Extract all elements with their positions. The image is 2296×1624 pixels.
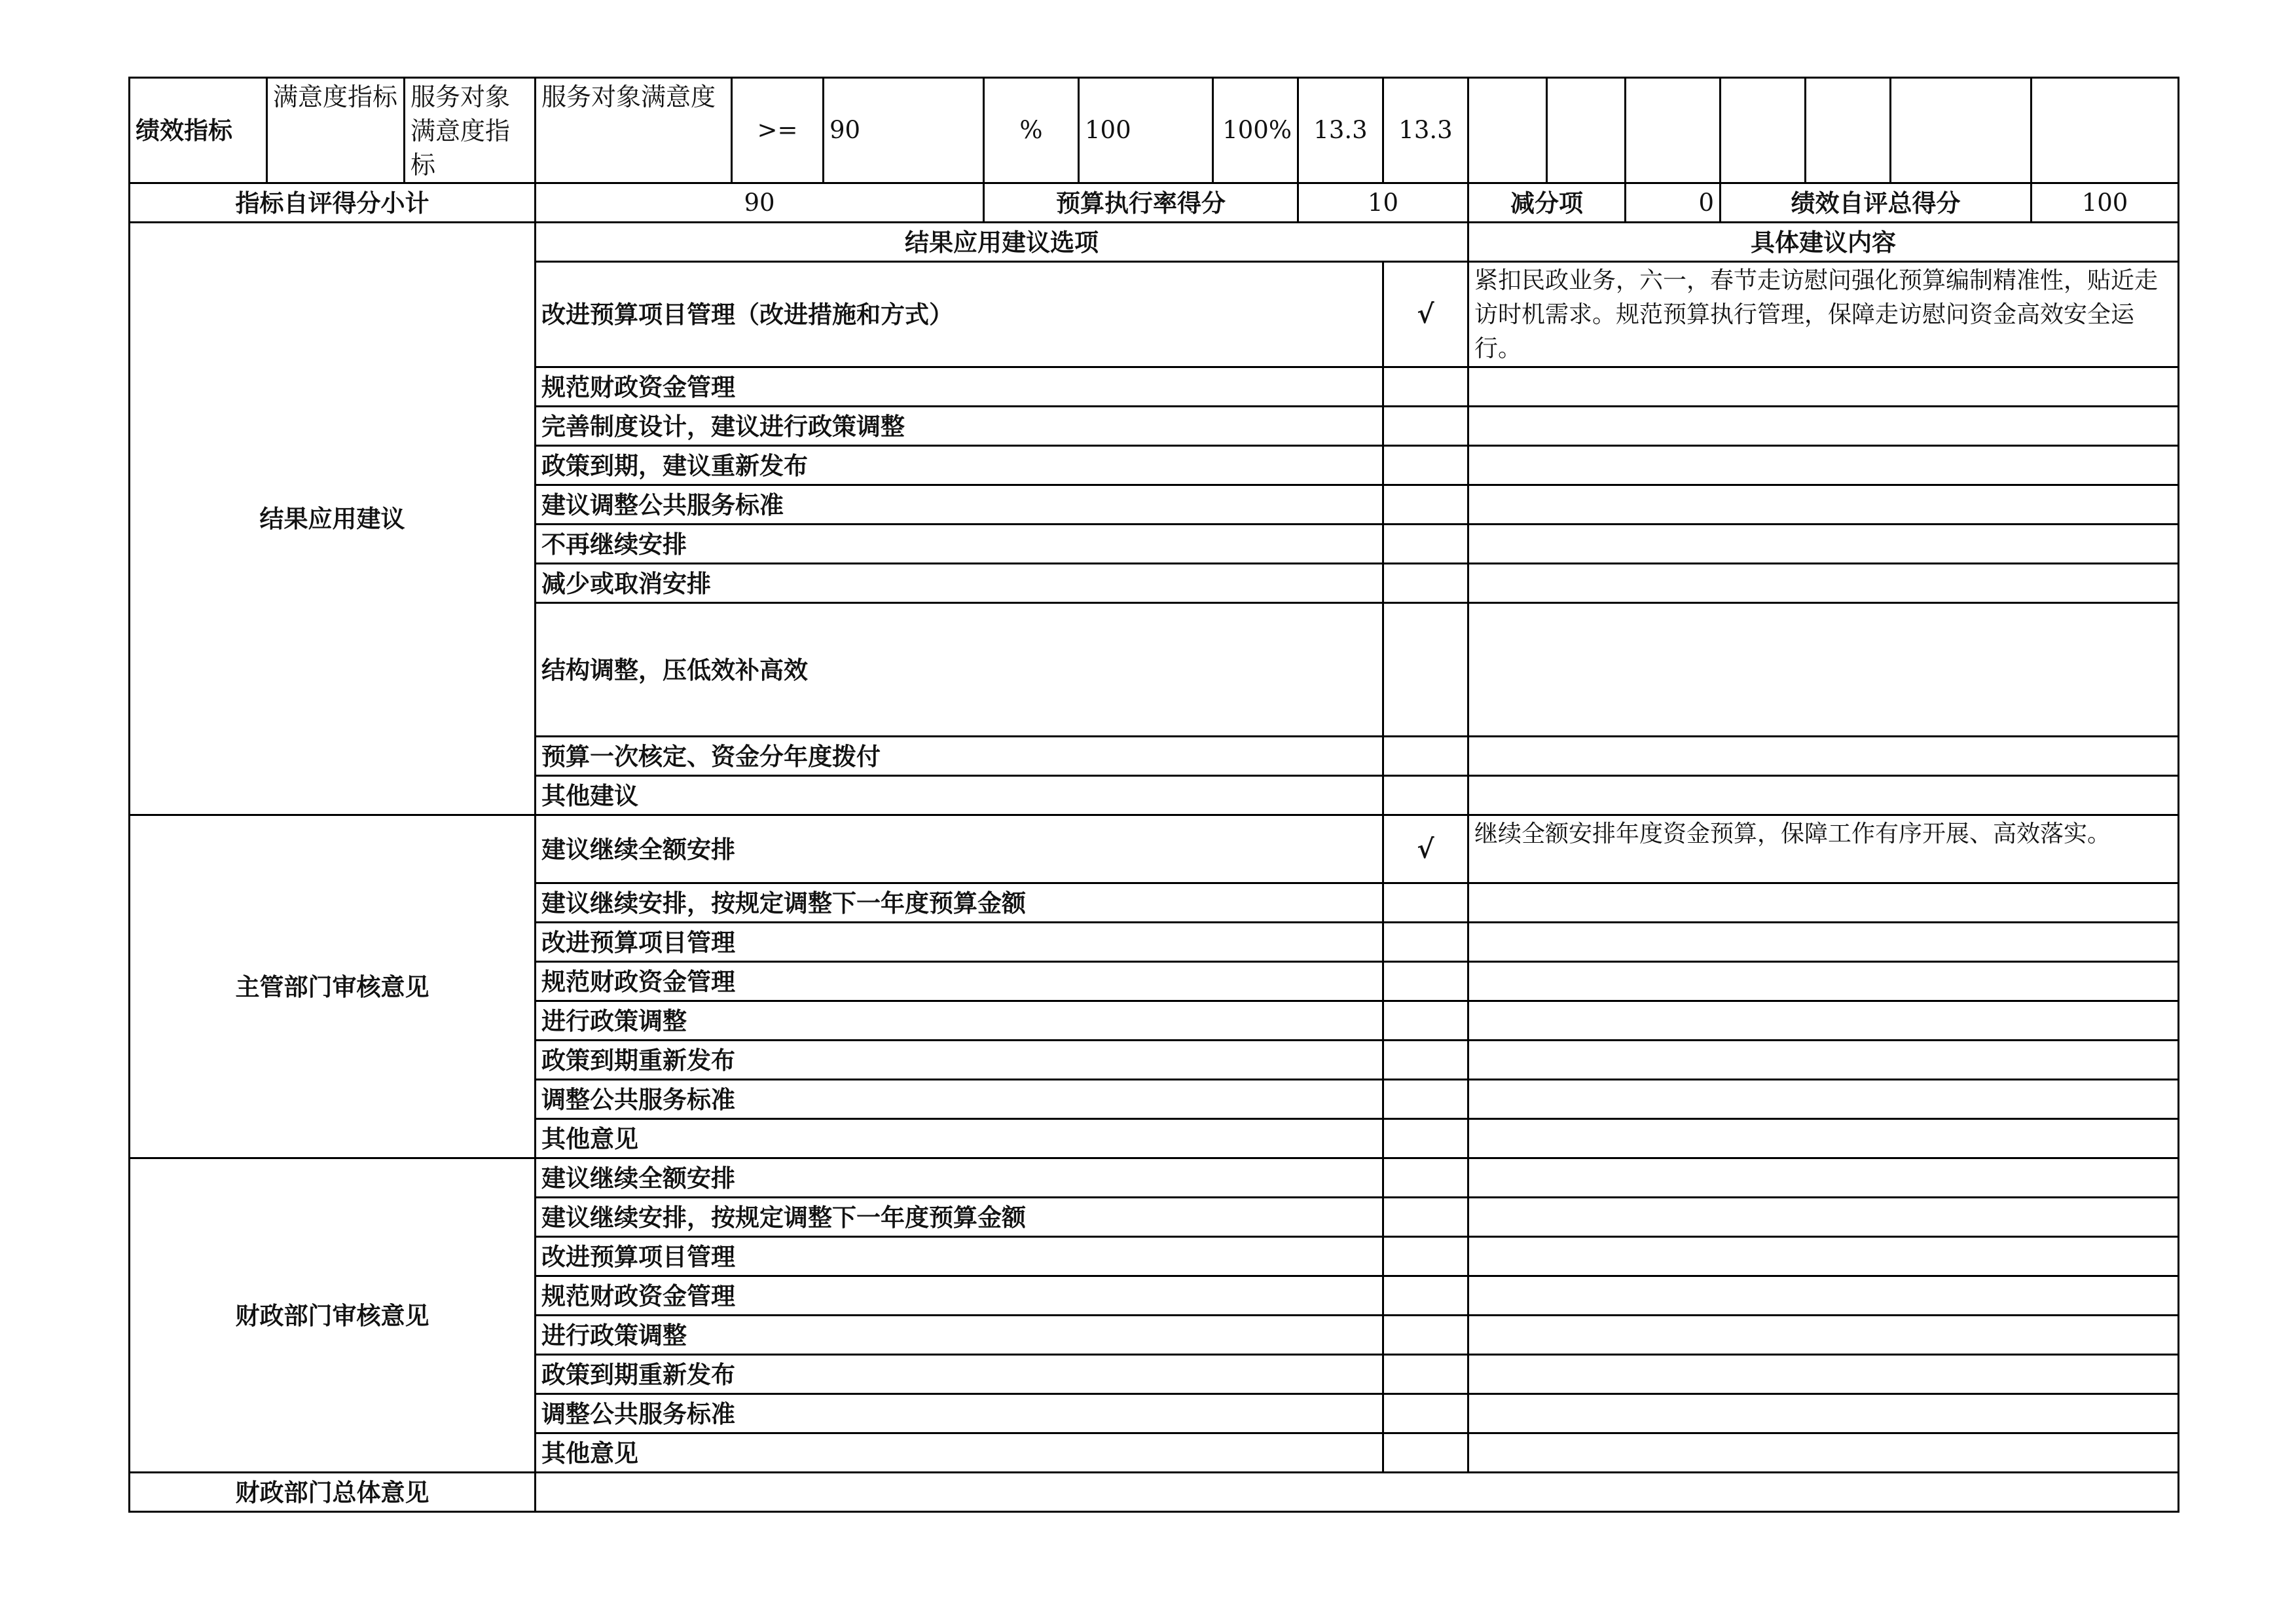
- overall-label: 财政部门总体意见: [130, 1473, 536, 1512]
- option-check: √: [1383, 815, 1468, 883]
- empty-cell: [1468, 78, 1547, 183]
- section-label-finance: 财政部门审核意见: [130, 1158, 536, 1473]
- option-check: [1383, 1080, 1468, 1119]
- option-content: [1468, 962, 2179, 1001]
- empty-cell: [1547, 78, 1626, 183]
- option-check: [1383, 1394, 1468, 1433]
- option-text: 规范财政资金管理: [536, 367, 1383, 407]
- evaluation-table: [128, 77, 2179, 1513]
- option-text: 调整公共服务标准: [536, 1394, 1383, 1433]
- option-content: [1468, 923, 2179, 962]
- option-content: [1468, 883, 2179, 923]
- total-score-value: 100: [2032, 183, 2179, 223]
- option-text: 规范财政资金管理: [536, 962, 1383, 1001]
- option-content: [1468, 776, 2179, 815]
- option-content: [1468, 1316, 2179, 1355]
- option-text: 建议调整公共服务标准: [536, 485, 1383, 525]
- evaluation-sheet: [128, 77, 2178, 1513]
- option-content: [1468, 1237, 2179, 1276]
- deduct-label: 减分项: [1468, 183, 1626, 223]
- option-check: [1383, 923, 1468, 962]
- indicator-cat3: 服务对象满意度指标: [405, 78, 536, 183]
- option-text: 进行政策调整: [536, 1001, 1383, 1041]
- option-text: 预算一次核定、资金分年度拨付: [536, 737, 1383, 776]
- section-label-dept: 主管部门审核意见: [130, 815, 536, 1158]
- indicator-completion: 100%: [1213, 78, 1298, 183]
- option-text: 改进预算项目管理: [536, 923, 1383, 962]
- option-check: [1383, 1316, 1468, 1355]
- empty-cell: [1721, 78, 1806, 183]
- empty-cell: [2032, 78, 2179, 183]
- subtotal-value: 90: [536, 183, 984, 223]
- option-check: [1383, 1158, 1468, 1198]
- option-content: [1468, 485, 2179, 525]
- option-text: 建议继续全额安排: [536, 815, 1383, 883]
- option-content: [1468, 1355, 2179, 1394]
- option-content: [1468, 1394, 2179, 1433]
- option-content: [1468, 564, 2179, 603]
- option-content: [1468, 446, 2179, 485]
- option-check: [1383, 1119, 1468, 1158]
- option-check: [1383, 407, 1468, 446]
- option-text: 不再继续安排: [536, 525, 1383, 564]
- indicator-actual: 100: [1079, 78, 1213, 183]
- option-content: 继续全额安排年度资金预算，保障工作有序开展、高效落实。: [1468, 815, 2179, 883]
- option-content: [1468, 367, 2179, 407]
- option-check: [1383, 1433, 1468, 1473]
- option-check: [1383, 525, 1468, 564]
- option-text: 完善制度设计，建议进行政策调整: [536, 407, 1383, 446]
- option-text: 政策到期重新发布: [536, 1041, 1383, 1080]
- option-text: 建议继续安排，按规定调整下一年度预算金额: [536, 1198, 1383, 1237]
- option-check: [1383, 603, 1468, 737]
- indicator-cat2: 满意度指标: [267, 78, 405, 183]
- option-text: 其他意见: [536, 1433, 1383, 1473]
- option-check: [1383, 367, 1468, 407]
- option-text: 建议继续安排，按规定调整下一年度预算金额: [536, 883, 1383, 923]
- indicator-score: 13.3: [1383, 78, 1468, 183]
- option-content: [1468, 1276, 2179, 1316]
- option-text: 减少或取消安排: [536, 564, 1383, 603]
- options-header: 结果应用建议选项: [536, 223, 1468, 262]
- option-check: [1383, 1237, 1468, 1276]
- option-content: [1468, 1158, 2179, 1198]
- options-header-row: [130, 223, 2179, 262]
- indicator-target: 90: [824, 78, 984, 183]
- option-row: [130, 815, 2179, 883]
- indicator-name: 服务对象满意度: [536, 78, 732, 183]
- option-content: [1468, 525, 2179, 564]
- option-check: [1383, 1276, 1468, 1316]
- option-check: [1383, 1355, 1468, 1394]
- option-check: [1383, 564, 1468, 603]
- option-check: √: [1383, 262, 1468, 367]
- option-content: [1468, 1119, 2179, 1158]
- indicator-unit: %: [984, 78, 1079, 183]
- indicator-row: [130, 78, 2179, 183]
- option-content: [1468, 1198, 2179, 1237]
- overall-row: [130, 1473, 2179, 1512]
- option-text: 结构调整，压低效补高效: [536, 603, 1383, 737]
- indicator-cat1: 绩效指标: [130, 78, 267, 183]
- content-header: 具体建议内容: [1468, 223, 2179, 262]
- option-check: [1383, 1001, 1468, 1041]
- option-content: [1468, 1433, 2179, 1473]
- option-text: 进行政策调整: [536, 1316, 1383, 1355]
- option-row: [130, 1158, 2179, 1198]
- empty-cell: [1891, 78, 2032, 183]
- option-content: [1468, 603, 2179, 737]
- option-text: 规范财政资金管理: [536, 1276, 1383, 1316]
- option-check: [1383, 1041, 1468, 1080]
- subtotal-label: 指标自评得分小计: [130, 183, 536, 223]
- budget-score-value: 10: [1298, 183, 1468, 223]
- option-check: [1383, 962, 1468, 1001]
- budget-score-label: 预算执行率得分: [984, 183, 1298, 223]
- option-check: [1383, 1198, 1468, 1237]
- option-check: [1383, 776, 1468, 815]
- option-content: [1468, 737, 2179, 776]
- option-text: 调整公共服务标准: [536, 1080, 1383, 1119]
- option-text: 其他建议: [536, 776, 1383, 815]
- indicator-weight: 13.3: [1298, 78, 1383, 183]
- option-text: 政策到期，建议重新发布: [536, 446, 1383, 485]
- deduct-value: 0: [1626, 183, 1721, 223]
- option-text: 改进预算项目管理: [536, 1237, 1383, 1276]
- option-check: [1383, 883, 1468, 923]
- overall-content: [536, 1473, 2179, 1512]
- option-text: 建议继续全额安排: [536, 1158, 1383, 1198]
- option-content: 紧扣民政业务，六一，春节走访慰问强化预算编制精准性，贴近走访时机需求。规范预算执行管理，保障走访慰问资金高效安全运行。: [1468, 262, 2179, 367]
- indicator-operator: >=: [732, 78, 824, 183]
- option-text: 改进预算项目管理（改进措施和方式）: [536, 262, 1383, 367]
- option-check: [1383, 446, 1468, 485]
- section-label-result: 结果应用建议: [130, 223, 536, 815]
- summary-row: [130, 183, 2179, 223]
- option-content: [1468, 1080, 2179, 1119]
- option-content: [1468, 407, 2179, 446]
- empty-cell: [1806, 78, 1891, 183]
- option-content: [1468, 1041, 2179, 1080]
- option-text: 其他意见: [536, 1119, 1383, 1158]
- option-check: [1383, 485, 1468, 525]
- empty-cell: [1626, 78, 1721, 183]
- option-text: 政策到期重新发布: [536, 1355, 1383, 1394]
- option-check: [1383, 737, 1468, 776]
- total-score-label: 绩效自评总得分: [1721, 183, 2032, 223]
- option-content: [1468, 1001, 2179, 1041]
